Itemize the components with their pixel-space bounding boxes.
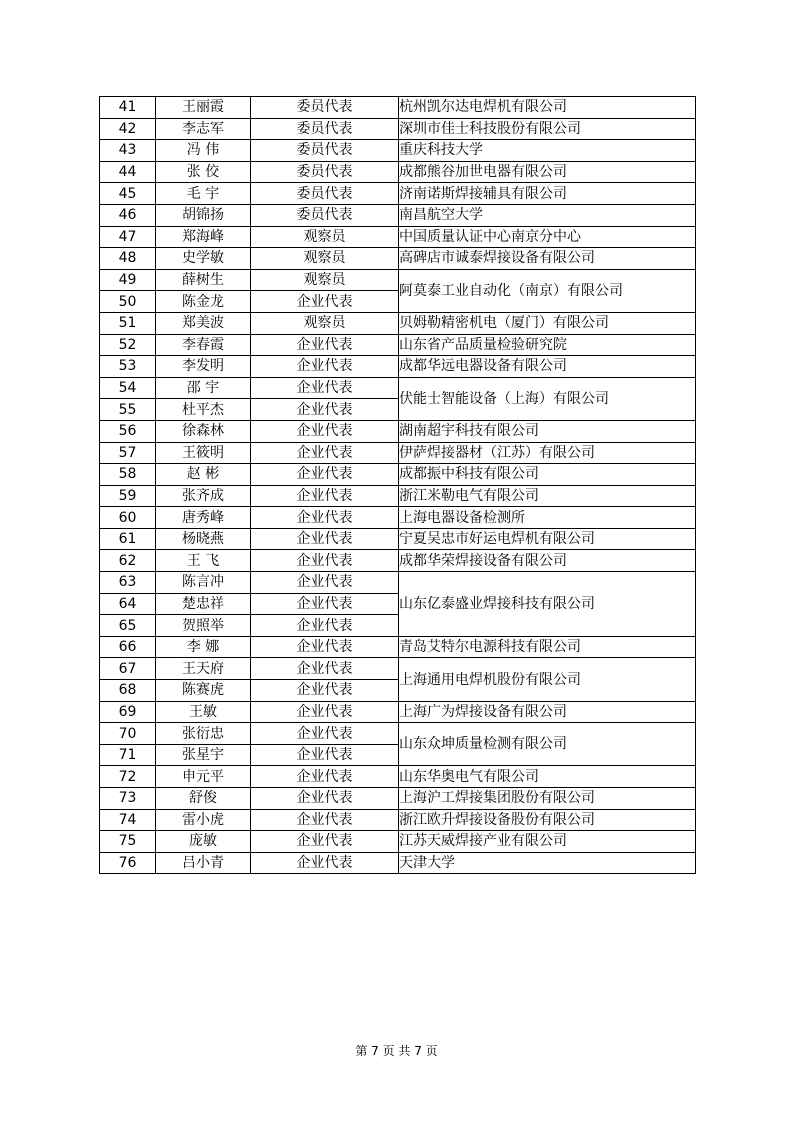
person-name-cell: 毛 宇: [156, 183, 251, 205]
person-name-cell: 陈言冲: [156, 572, 251, 594]
role-cell: 企业代表: [251, 572, 399, 594]
person-name-cell: 王 飞: [156, 550, 251, 572]
roster-table: [99, 96, 696, 874]
row-number-cell: 73: [100, 788, 156, 810]
table-row: [100, 140, 696, 162]
row-number-cell: 48: [100, 248, 156, 270]
person-name-cell: 雷小虎: [156, 809, 251, 831]
role-cell: 观察员: [251, 269, 399, 291]
row-number-cell: 75: [100, 831, 156, 853]
row-number-cell: 67: [100, 658, 156, 680]
table-row: [100, 204, 696, 226]
table-row: [100, 723, 696, 745]
row-number-cell: 71: [100, 744, 156, 766]
person-name-cell: 贺照举: [156, 615, 251, 637]
role-cell: 企业代表: [251, 377, 399, 399]
organization-cell: 江苏天威焊接产业有限公司: [399, 831, 696, 853]
person-name-cell: 李 娜: [156, 636, 251, 658]
table-row: [100, 312, 696, 334]
row-number-cell: 72: [100, 766, 156, 788]
row-number-cell: 46: [100, 204, 156, 226]
person-name-cell: 史学敏: [156, 248, 251, 270]
row-number-cell: 61: [100, 528, 156, 550]
role-cell: 观察员: [251, 248, 399, 270]
person-name-cell: 邵 宇: [156, 377, 251, 399]
roster-body: [100, 97, 696, 874]
organization-cell: 高碑店市诚泰焊接设备有限公司: [399, 248, 696, 270]
organization-cell: 济南诺斯焊接辅具有限公司: [399, 183, 696, 205]
organization-cell: 宁夏吴忠市好运电焊机有限公司: [399, 528, 696, 550]
row-number-cell: 56: [100, 420, 156, 442]
table-row: [100, 442, 696, 464]
table-row: [100, 118, 696, 140]
person-name-cell: 庞敏: [156, 831, 251, 853]
role-cell: 企业代表: [251, 464, 399, 486]
person-name-cell: 张衍忠: [156, 723, 251, 745]
table-row: [100, 852, 696, 874]
role-cell: 企业代表: [251, 442, 399, 464]
table-row: [100, 420, 696, 442]
person-name-cell: 王敏: [156, 701, 251, 723]
table-row: [100, 377, 696, 399]
table-row: [100, 464, 696, 486]
person-name-cell: 薛树生: [156, 269, 251, 291]
table-row: [100, 507, 696, 529]
table-row: [100, 97, 696, 119]
role-cell: 企业代表: [251, 356, 399, 378]
table-row: [100, 766, 696, 788]
role-cell: 企业代表: [251, 528, 399, 550]
role-cell: 委员代表: [251, 161, 399, 183]
role-cell: 观察员: [251, 226, 399, 248]
table-row: [100, 269, 696, 291]
person-name-cell: 王天府: [156, 658, 251, 680]
organization-cell: 贝姆勒精密机电（厦门）有限公司: [399, 312, 696, 334]
person-name-cell: 李春霞: [156, 334, 251, 356]
organization-cell: 上海沪工焊接集团股份有限公司: [399, 788, 696, 810]
row-number-cell: 63: [100, 572, 156, 594]
role-cell: 企业代表: [251, 550, 399, 572]
organization-cell: 重庆科技大学: [399, 140, 696, 162]
person-name-cell: 舒俊: [156, 788, 251, 810]
table-row: [100, 528, 696, 550]
role-cell: 企业代表: [251, 420, 399, 442]
row-number-cell: 42: [100, 118, 156, 140]
row-number-cell: 69: [100, 701, 156, 723]
table-row: [100, 831, 696, 853]
role-cell: 委员代表: [251, 204, 399, 226]
row-number-cell: 47: [100, 226, 156, 248]
role-cell: 企业代表: [251, 615, 399, 637]
person-name-cell: 杜平杰: [156, 399, 251, 421]
row-number-cell: 66: [100, 636, 156, 658]
person-name-cell: 杨晓燕: [156, 528, 251, 550]
row-number-cell: 53: [100, 356, 156, 378]
row-number-cell: 59: [100, 485, 156, 507]
organization-cell: 浙江米勒电气有限公司: [399, 485, 696, 507]
organization-cell: 成都熊谷加世电器有限公司: [399, 161, 696, 183]
role-cell: 企业代表: [251, 485, 399, 507]
organization-cell: 山东众坤质量检测有限公司: [399, 723, 696, 766]
role-cell: 企业代表: [251, 593, 399, 615]
table-row: [100, 248, 696, 270]
role-cell: 企业代表: [251, 658, 399, 680]
row-number-cell: 62: [100, 550, 156, 572]
organization-cell: 伊萨焊接器材（江苏）有限公司: [399, 442, 696, 464]
table-row: [100, 334, 696, 356]
role-cell: 委员代表: [251, 140, 399, 162]
organization-cell: 深圳市佳士科技股份有限公司: [399, 118, 696, 140]
organization-cell: 山东省产品质量检验研究院: [399, 334, 696, 356]
role-cell: 企业代表: [251, 291, 399, 313]
row-number-cell: 55: [100, 399, 156, 421]
table-row: [100, 161, 696, 183]
person-name-cell: 楚忠祥: [156, 593, 251, 615]
person-name-cell: 郑海峰: [156, 226, 251, 248]
organization-cell: 湖南超宇科技有限公司: [399, 420, 696, 442]
table-row: [100, 636, 696, 658]
organization-cell: 成都振中科技有限公司: [399, 464, 696, 486]
row-number-cell: 50: [100, 291, 156, 313]
person-name-cell: 唐秀峰: [156, 507, 251, 529]
person-name-cell: 胡锦扬: [156, 204, 251, 226]
table-row: [100, 183, 696, 205]
person-name-cell: 王丽霞: [156, 97, 251, 119]
row-number-cell: 57: [100, 442, 156, 464]
person-name-cell: 郑美波: [156, 312, 251, 334]
role-cell: 企业代表: [251, 852, 399, 874]
organization-cell: 天津大学: [399, 852, 696, 874]
person-name-cell: 陈赛虎: [156, 680, 251, 702]
person-name-cell: 陈金龙: [156, 291, 251, 313]
person-name-cell: 李志军: [156, 118, 251, 140]
row-number-cell: 70: [100, 723, 156, 745]
row-number-cell: 54: [100, 377, 156, 399]
row-number-cell: 49: [100, 269, 156, 291]
organization-cell: 山东华奥电气有限公司: [399, 766, 696, 788]
row-number-cell: 64: [100, 593, 156, 615]
role-cell: 企业代表: [251, 809, 399, 831]
role-cell: 企业代表: [251, 636, 399, 658]
role-cell: 委员代表: [251, 118, 399, 140]
table-row: [100, 356, 696, 378]
role-cell: 企业代表: [251, 744, 399, 766]
person-name-cell: 张星宇: [156, 744, 251, 766]
organization-cell: 杭州凯尔达电焊机有限公司: [399, 97, 696, 119]
organization-cell: 南昌航空大学: [399, 204, 696, 226]
role-cell: 企业代表: [251, 334, 399, 356]
role-cell: 企业代表: [251, 680, 399, 702]
organization-cell: 成都华远电器设备有限公司: [399, 356, 696, 378]
person-name-cell: 吕小青: [156, 852, 251, 874]
table-row: [100, 550, 696, 572]
row-number-cell: 43: [100, 140, 156, 162]
role-cell: 企业代表: [251, 788, 399, 810]
role-cell: 企业代表: [251, 831, 399, 853]
row-number-cell: 74: [100, 809, 156, 831]
person-name-cell: 张 佼: [156, 161, 251, 183]
organization-cell: 成都华荣焊接设备有限公司: [399, 550, 696, 572]
role-cell: 委员代表: [251, 183, 399, 205]
organization-cell: 山东亿泰盛业焊接科技有限公司: [399, 572, 696, 637]
role-cell: 企业代表: [251, 766, 399, 788]
row-number-cell: 60: [100, 507, 156, 529]
organization-cell: 青岛艾特尔电源科技有限公司: [399, 636, 696, 658]
table-row: [100, 701, 696, 723]
role-cell: 企业代表: [251, 701, 399, 723]
row-number-cell: 45: [100, 183, 156, 205]
table-row: [100, 809, 696, 831]
role-cell: 观察员: [251, 312, 399, 334]
role-cell: 企业代表: [251, 507, 399, 529]
organization-cell: 上海电器设备检测所: [399, 507, 696, 529]
row-number-cell: 58: [100, 464, 156, 486]
person-name-cell: 徐森林: [156, 420, 251, 442]
organization-cell: 阿莫泰工业自动化（南京）有限公司: [399, 269, 696, 312]
table-row: [100, 658, 696, 680]
organization-cell: 上海通用电焊机股份有限公司: [399, 658, 696, 701]
person-name-cell: 赵 彬: [156, 464, 251, 486]
row-number-cell: 41: [100, 97, 156, 119]
organization-cell: 中国质量认证中心南京分中心: [399, 226, 696, 248]
person-name-cell: 张齐成: [156, 485, 251, 507]
row-number-cell: 68: [100, 680, 156, 702]
organization-cell: 上海广为焊接设备有限公司: [399, 701, 696, 723]
row-number-cell: 51: [100, 312, 156, 334]
organization-cell: 伏能士智能设备（上海）有限公司: [399, 377, 696, 420]
role-cell: 企业代表: [251, 723, 399, 745]
row-number-cell: 52: [100, 334, 156, 356]
person-name-cell: 李发明: [156, 356, 251, 378]
person-name-cell: 申元平: [156, 766, 251, 788]
role-cell: 企业代表: [251, 399, 399, 421]
page-footer: 第 7 页 共 7 页: [355, 1044, 438, 1058]
row-number-cell: 44: [100, 161, 156, 183]
table-row: [100, 572, 696, 594]
role-cell: 委员代表: [251, 97, 399, 119]
table-row: [100, 788, 696, 810]
table-row: [100, 485, 696, 507]
organization-cell: 浙江欧升焊接设备股份有限公司: [399, 809, 696, 831]
person-name-cell: 冯 伟: [156, 140, 251, 162]
table-row: [100, 226, 696, 248]
row-number-cell: 76: [100, 852, 156, 874]
row-number-cell: 65: [100, 615, 156, 637]
person-name-cell: 王筱明: [156, 442, 251, 464]
